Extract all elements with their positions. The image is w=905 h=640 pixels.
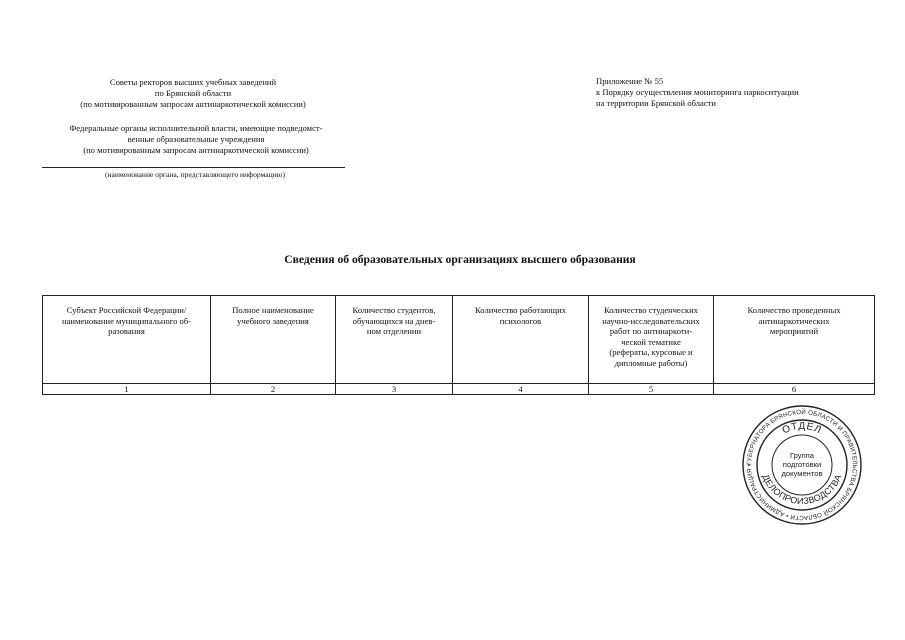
left-line: венные образовательные учреждения xyxy=(127,134,265,144)
appendix-line: на территории Брянской области xyxy=(596,98,717,108)
left-line: Федеральные органы исполнительной власти, имеющие подведомст- xyxy=(69,123,323,133)
column-number: 4 xyxy=(453,384,589,395)
stamp-outer-text: ГУБЕРНАТОРА БРЯНСКОЙ ОБЛАСТИ И ПРАВИТЕЛЬСТВА БРЯНСКОЙ ОБЛАСТИ • АДМИНИСТРАЦИЯ • xyxy=(745,408,859,522)
column-number: 2 xyxy=(211,384,336,395)
column-header: Количество студенческих научно-исследовательских работ по антинаркоти- ческой тематике (рефераты, курсовые и дипломные работы) xyxy=(589,296,714,384)
column-header: Количество работающих психологов xyxy=(453,296,589,384)
signature-caption: (наименование органа, представляющего информацию) xyxy=(104,170,286,179)
column-number: 3 xyxy=(336,384,453,395)
left-header-block-2 xyxy=(46,123,346,156)
left-line: (по мотивированным запросам антинаркотической комиссии) xyxy=(83,145,309,155)
stamp-center-text xyxy=(781,451,822,478)
svg-text:Группа: Группа xyxy=(789,451,815,460)
stamp-ring-bottom: ДЕЛОПРОИЗВОДСТВА xyxy=(760,472,844,507)
document-title: Сведения об образовательных организациях высшего образования xyxy=(284,253,636,266)
column-number: 1 xyxy=(43,384,211,395)
column-header: Количество студентов, обучающихся на днев- ном отделении xyxy=(336,296,453,384)
appendix-line: к Порядку осуществления мониторинга наркоситуации xyxy=(596,87,799,97)
table-header-row xyxy=(43,296,875,384)
column-header: Количество проведенных антинаркотических мероприятий xyxy=(714,296,875,384)
stamp-ring-top: ОТДЕЛ xyxy=(780,420,824,437)
data-table xyxy=(42,295,875,395)
appendix-line: Приложение № 55 xyxy=(596,76,664,86)
column-number-row xyxy=(43,384,875,395)
left-header-block-1 xyxy=(58,77,328,110)
left-line: (по мотивированным запросам антинаркотической комиссии) xyxy=(80,99,306,109)
left-line: Советы ректоров высших учебных заведений xyxy=(109,77,277,87)
appendix-note xyxy=(596,76,856,109)
column-header: Полное наименование учебного заведения xyxy=(211,296,336,384)
svg-text:подготовки: подготовки xyxy=(782,460,822,469)
column-number: 6 xyxy=(714,384,875,395)
column-number: 5 xyxy=(589,384,714,395)
column-header: Субъект Российской Федерации/ наименование муниципального об- разования xyxy=(43,296,211,384)
signature-line xyxy=(42,167,345,168)
left-line: по Брянской области xyxy=(154,88,232,98)
svg-text:документов: документов xyxy=(781,469,823,478)
official-stamp xyxy=(741,404,863,526)
